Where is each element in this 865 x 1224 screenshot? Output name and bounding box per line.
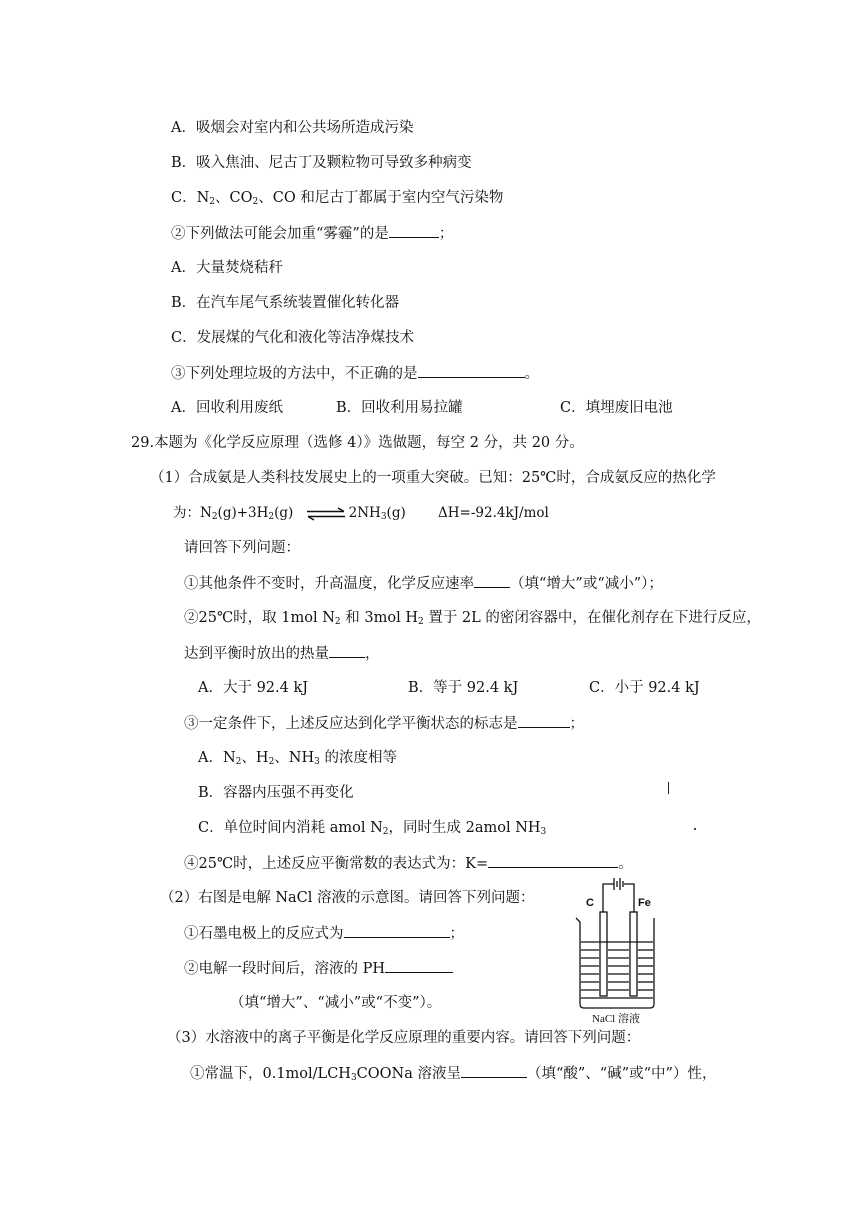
- q28-q3-option-b: B．回收利用易拉罐: [336, 400, 463, 416]
- equilibrium-arrow-icon: [306, 507, 346, 521]
- q29-part1-ask: 请回答下列问题：: [184, 540, 300, 556]
- q28-q2-option-a: A．大量焚烧秸秆: [171, 260, 283, 276]
- figure-caption: NaCl 溶液: [592, 1013, 640, 1025]
- q29-p1-q2-option-b: B．等于 92.4 kJ: [408, 680, 519, 696]
- q29-equation: 为：$N_2(g)+3H_2(g)$ $2NH_3(g)$: [173, 505, 406, 522]
- answer-blank[interactable]: [329, 643, 365, 658]
- q29-p1-question-2-line2: 达到平衡时放出的热量 ，: [184, 643, 380, 664]
- q29-p1-question-2: ②25℃时，取 1mol $N_2$ 和 3mol $H_2$ 置于 2L 的密闭容器中，在催化剂存在下进行反应，: [184, 610, 761, 627]
- q28-q3-option-c: C．填埋废旧电池: [560, 400, 673, 416]
- q29-p1-q3-option-c: C．单位时间内消耗 amol $N_2$，同时生成 2amol $NH_3$: [198, 820, 547, 837]
- q28-option-b: B．吸入焦油、尼古丁及颗粒物可导致多种病变: [171, 155, 472, 171]
- scan-dot: [694, 828, 696, 830]
- q28-option-a: A．吸烟会对室内和公共场所造成污染: [171, 120, 414, 136]
- q29-header: 29.本题为《化学反应原理（选修 4）》选做题，每空 2 分，共 20 分。: [131, 435, 584, 451]
- q29-part3-intro: （3）水溶液中的离子平衡是化学反应原理的重要内容。请回答下列问题：: [167, 1030, 641, 1046]
- answer-blank[interactable]: [389, 223, 439, 238]
- q29-enthalpy: ΔH=-92.4kJ/mol: [438, 505, 549, 521]
- q29-p1-question-1: ①其他条件不变时，升高温度，化学反应速率 （填“增大”或“减小”）；: [184, 573, 663, 594]
- scan-mark: [668, 782, 669, 794]
- q29-p3-question-1: ①常温下，$0.1mol/LCH_3COONa$ 溶液呈 （填“酸”、“碱”或“中”）性，: [190, 1063, 716, 1084]
- q29-p2-question-1: ①石墨电极上的反应式为 ；: [184, 923, 464, 944]
- q29-p1-q2-option-c: C．小于 92.4 kJ: [589, 680, 700, 696]
- q29-p1-q3-option-a: A．$N_2$、$H_2$、$NH_3$ 的浓度相等: [198, 750, 397, 767]
- q29-p2-question-2-hint: （填“增大”、“减小”或“不变”）。: [230, 995, 442, 1011]
- q28-option-c: C．$N_2$、$CO_2$、CO 和尼古丁都属于室内空气污染物: [171, 190, 504, 207]
- q29-part1-intro: （1）合成氨是人类科技发展史上的一项重大突破。已知：25℃时，合成氨反应的热化学: [150, 470, 716, 486]
- answer-blank[interactable]: [518, 713, 570, 728]
- q28-question-2: ②下列做法可能会加重“雾霾”的是 ；: [171, 223, 453, 244]
- q28-q2-option-c: C．发展煤的气化和液化等洁净煤技术: [171, 330, 415, 346]
- answer-blank[interactable]: [344, 923, 450, 938]
- answer-blank[interactable]: [474, 573, 510, 588]
- q29-p1-q3-option-b: B．容器内压强不再变化: [198, 785, 354, 801]
- q29-p1-question-3: ③一定条件下，上述反应达到化学平衡状态的标志是 ；: [184, 713, 584, 734]
- q29-p1-question-4: ④25℃时，上述反应平衡常数的表达式为：K= 。: [184, 853, 633, 874]
- q28-question-3: ③下列处理垃圾的方法中，不正确的是 。: [171, 363, 539, 384]
- electrolysis-diagram: [572, 876, 662, 1026]
- electrode-label-fe: Fe: [638, 897, 651, 909]
- q29-p2-question-2: ②电解一段时间后，溶液的 PH: [184, 958, 453, 979]
- answer-blank[interactable]: [488, 853, 618, 868]
- answer-blank[interactable]: [418, 363, 525, 378]
- q28-q2-option-b: B．在汽车尾气系统装置催化转化器: [171, 295, 400, 311]
- electrode-label-c: C: [586, 897, 594, 909]
- answer-blank[interactable]: [461, 1063, 527, 1078]
- q29-p1-q2-option-a: A．大于 92.4 kJ: [198, 680, 309, 696]
- answer-blank[interactable]: [385, 958, 453, 973]
- q28-q3-option-a: A．回收利用废纸: [171, 400, 283, 416]
- q29-part2-intro: （2）右图是电解 NaCl 溶液的示意图。请回答下列问题：: [160, 890, 535, 906]
